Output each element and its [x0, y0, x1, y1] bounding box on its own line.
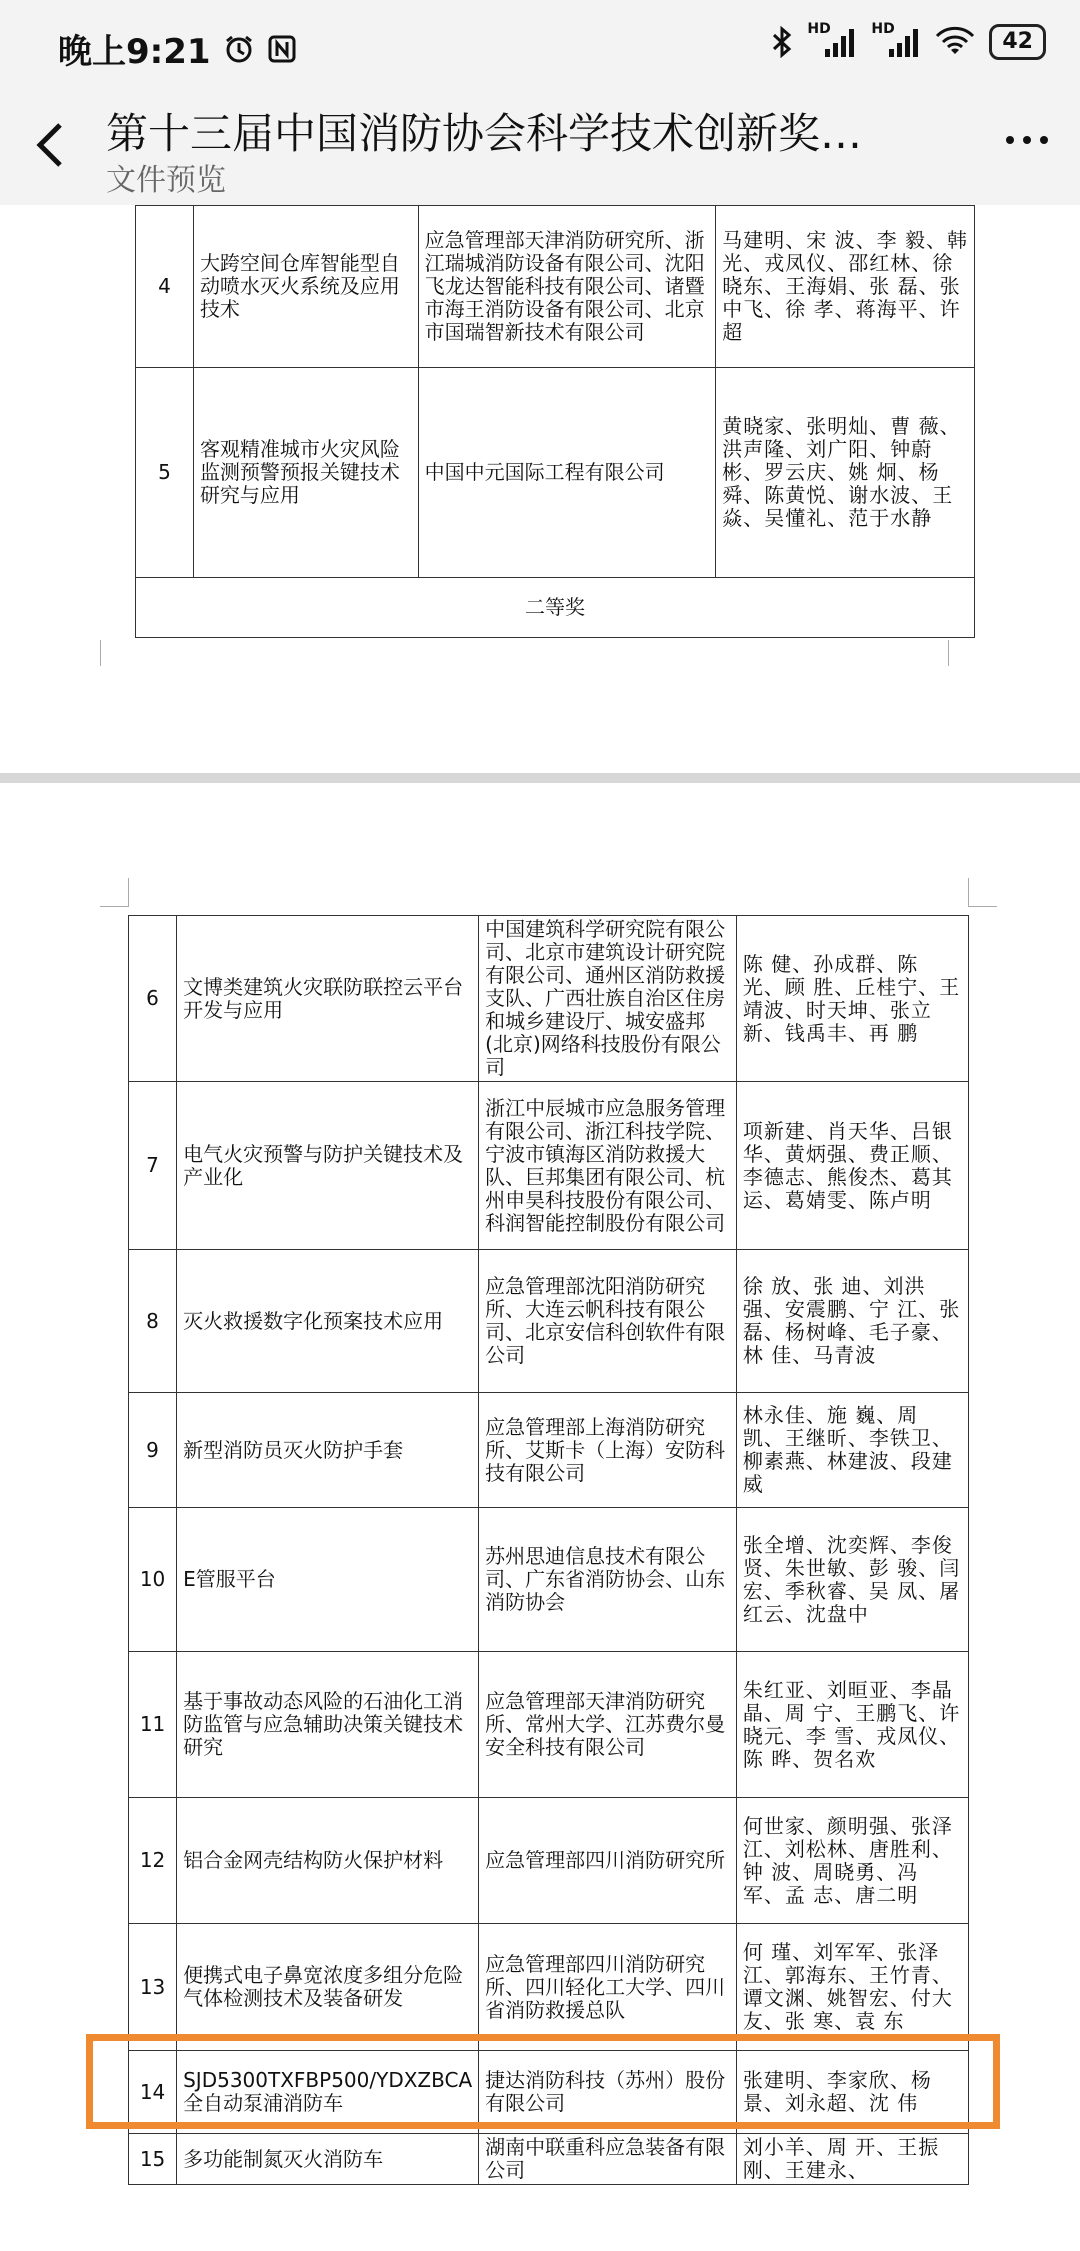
battery-indicator: 42: [989, 24, 1046, 60]
project-name: 灭火救援数字化预案技术应用: [177, 1250, 479, 1393]
page-title: 第十三届中国消防协会科学技术创新奖…: [106, 109, 863, 158]
row-number: 5: [136, 368, 194, 578]
table-row: [129, 1508, 969, 1652]
organization: 中国建筑科学研究院有限公司、北京市建筑设计研究院有限公司、通州区消防救援支队、广西壮族自治区住房和城乡建设厅、城安盛邦(北京)网络科技股份有限公司: [479, 916, 737, 1082]
awards-table-page-1: [135, 205, 975, 638]
signal-icon: HD: [807, 25, 857, 59]
organization: 苏州思迪信息技术有限公司、广东省消防协会、山东消防协会: [479, 1508, 737, 1652]
project-name: 便携式电子鼻宽浓度多组分危险气体检测技术及装备研发: [177, 1924, 479, 2051]
row-number: 12: [129, 1798, 177, 1924]
more-button[interactable]: [1002, 125, 1052, 165]
wifi-icon: [935, 26, 975, 58]
project-name: 客观精准城市火灾风险监测预警预报关键技术研究与应用: [193, 368, 418, 578]
table-row: [129, 1393, 969, 1508]
clock: 晚上9:21: [58, 32, 211, 72]
table-row: [129, 1924, 969, 2051]
table-row: [129, 1082, 969, 1250]
signal-icon-2: HD: [871, 25, 921, 59]
members: 朱红亚、刘晅亚、李晶晶、周 宁、王鹏飞、许晓元、李 雪、戎凤仪、陈 晔、贺名欢: [736, 1652, 968, 1798]
members: 刘小羊、周 开、王振刚、王建永、: [736, 2134, 968, 2185]
row-number: 6: [129, 916, 177, 1082]
back-button[interactable]: [30, 115, 80, 175]
bluetooth-icon: [771, 26, 793, 58]
organization: 应急管理部四川消防研究所、四川轻化工大学、四川省消防救援总队: [479, 1924, 737, 2051]
table-row: [129, 2134, 969, 2185]
project-name: 文博类建筑火灾联防联控云平台开发与应用: [177, 916, 479, 1082]
page-subtitle: 文件预览: [106, 163, 226, 198]
organization: 应急管理部四川消防研究所: [479, 1798, 737, 1924]
page-corner-mark: [948, 640, 949, 666]
members: 黄晓家、张明灿、曹 薇、洪声隆、刘广阳、钟蔚彬、罗云庆、姚 炯、杨 舜、陈黄悦、谢水波、王 焱、吴懂礼、范于水静: [716, 368, 975, 578]
row-number: 13: [129, 1924, 177, 2051]
page-corner-mark: [100, 640, 101, 666]
table-row: [129, 1652, 969, 1798]
page-separator: [0, 773, 1080, 783]
organization: 湖南中联重科应急装备有限公司: [479, 2134, 737, 2185]
table-row: [129, 1798, 969, 1924]
more-icon: [1002, 125, 1052, 155]
organization: 应急管理部沈阳消防研究所、大连云帆科技有限公司、北京安信科创软件有限公司: [479, 1250, 737, 1393]
alarm-icon: [223, 33, 255, 65]
app-bar: [0, 95, 1080, 205]
row-number: 14: [129, 2051, 177, 2134]
back-arrow-icon: [30, 115, 70, 175]
row-number: 7: [129, 1082, 177, 1250]
page-corner-mark: [100, 878, 129, 907]
highlight-box: [86, 2034, 1000, 2129]
members: 何 瑾、刘军军、张泽江、郭海东、王竹青、谭文渊、姚智宏、付大友、张 寒、袁 东: [736, 1924, 968, 2051]
project-name: SJD5300TXFBP500/YDXZBCA全自动泵浦消防车: [177, 2051, 479, 2134]
organization: 中国中元国际工程有限公司: [418, 368, 716, 578]
members: 林永佳、施 巍、周 凯、王继昕、李铁卫、柳素燕、林建波、段建威: [736, 1393, 968, 1508]
row-number: 15: [129, 2134, 177, 2185]
members: 张建明、李家欣、杨 景、刘永超、沈 伟: [736, 2051, 968, 2134]
table-row: [129, 1250, 969, 1393]
row-number: 9: [129, 1393, 177, 1508]
organization: 捷达消防科技（苏州）股份有限公司: [479, 2051, 737, 2134]
row-number: 8: [129, 1250, 177, 1393]
row-number: 10: [129, 1508, 177, 1652]
project-name: 基于事故动态风险的石油化工消防监管与应急辅助决策关键技术研究: [177, 1652, 479, 1798]
table-row: [136, 368, 975, 578]
awards-table-page-2: [128, 915, 969, 2185]
document-page-1[interactable]: [135, 205, 975, 641]
table-row: [129, 916, 969, 1082]
project-name: E管服平台: [177, 1508, 479, 1652]
members: 马建明、宋 波、李 毅、韩 光、戎凤仪、邵红林、徐晓东、王海娟、张 磊、张中飞、徐 孝、蒋海平、许 超: [716, 206, 975, 368]
members: 徐 放、张 迪、刘洪强、安震鹏、宁 江、张 磊、杨树峰、毛子豪、林 佳、马青波: [736, 1250, 968, 1393]
project-name: 铝合金网壳结构防火保护材料: [177, 1798, 479, 1924]
organization: 应急管理部上海消防研究所、艾斯卡（上海）安防科技有限公司: [479, 1393, 737, 1508]
members: 项新建、肖天华、吕银华、黄炳强、费正顺、李德志、熊俊杰、葛其运、葛婧雯、陈卢明: [736, 1082, 968, 1250]
status-bar: [0, 0, 1080, 95]
organization: 应急管理部天津消防研究所、常州大学、江苏费尔曼安全科技有限公司: [479, 1652, 737, 1798]
members: 何世家、颜明强、张泽江、刘松林、唐胜利、钟 波、周晓勇、冯 军、孟 志、唐二明: [736, 1798, 968, 1924]
table-row: [136, 206, 975, 368]
project-name: 多功能制氮灭火消防车: [177, 2134, 479, 2185]
row-number: 11: [129, 1652, 177, 1798]
organization: 浙江中辰城市应急服务管理有限公司、浙江科技学院、宁波市镇海区消防救援大队、巨邦集团有限公司、杭州申昊科技股份有限公司、科润智能控制股份有限公司: [479, 1082, 737, 1250]
project-name: 大跨空间仓库智能型自动喷水灭火系统及应用技术: [193, 206, 418, 368]
section-row: [136, 578, 975, 638]
document-page-2[interactable]: [128, 915, 969, 2185]
row-number: 4: [136, 206, 194, 368]
project-name: 电气火灾预警与防护关键技术及产业化: [177, 1082, 479, 1250]
page-corner-mark: [968, 878, 997, 907]
organization: 应急管理部天津消防研究所、浙江瑞城消防设备有限公司、沈阳飞龙达智能科技有限公司、诸暨市海王消防设备有限公司、北京市国瑞智新技术有限公司: [418, 206, 716, 368]
project-name: 新型消防员灭火防护手套: [177, 1393, 479, 1508]
members: 张全增、沈奕辉、李俊贤、朱世敏、彭 骏、闫 宏、季秋睿、吴 凤、屠红云、沈盘中: [736, 1508, 968, 1652]
nfc-icon: [267, 34, 297, 64]
members: 陈 健、孙成群、陈 光、顾 胜、丘桂宁、王靖波、时天坤、张立新、钱禹丰、再 鹏: [736, 916, 968, 1082]
section-label: 二等奖: [136, 578, 975, 638]
